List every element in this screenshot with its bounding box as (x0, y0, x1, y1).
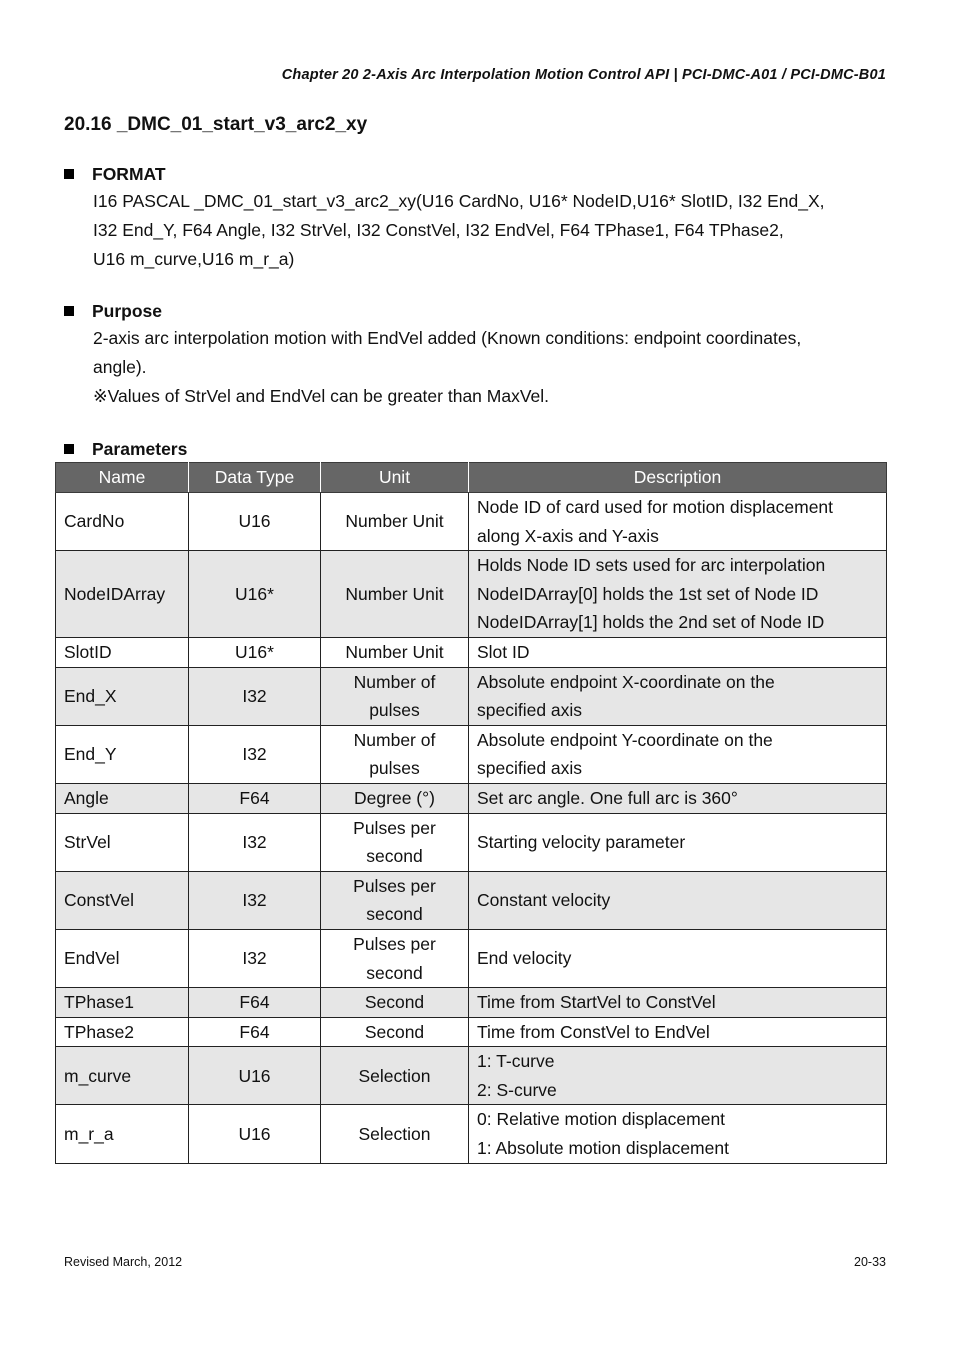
param-description-cell (469, 1105, 887, 1163)
param-unit-line: second (366, 904, 423, 925)
param-name-cell: StrVel (56, 813, 189, 871)
purpose-line: ※Values of StrVel and EndVel can be greater than MaxVel. (93, 386, 550, 406)
param-description-line: Set arc angle. One full arc is 360° (477, 787, 738, 808)
param-description-cell (469, 493, 887, 551)
param-unit-line: Number of (353, 729, 436, 750)
parameters-table (55, 462, 887, 1164)
param-description-line: 0: Relative motion displacement (477, 1109, 726, 1130)
param-type-cell: F64 (189, 783, 321, 813)
format-heading (64, 161, 904, 187)
param-unit-line: Degree (°) (354, 787, 435, 808)
format-block (64, 161, 904, 274)
parameters-block (64, 436, 904, 462)
param-description-cell (469, 551, 887, 638)
param-unit-cell (321, 988, 469, 1018)
purpose-heading (64, 298, 904, 324)
running-header: Chapter 20 2-Axis Arc Interpolation Motion Control API | PCI-DMC-A01 / PCI-DMC-B01 (281, 67, 886, 83)
table-row (56, 1105, 887, 1163)
square-bullet-icon (64, 444, 74, 454)
purpose-text (64, 324, 904, 411)
param-name-cell: NodeIDArray (56, 551, 189, 638)
param-description-cell (469, 667, 887, 725)
param-type-cell: U16* (189, 637, 321, 667)
param-type-cell: I32 (189, 813, 321, 871)
param-description-line: Absolute endpoint X-coordinate on the (477, 671, 775, 692)
param-unit-line: Pulses per (353, 817, 436, 838)
format-line: I16 PASCAL _DMC_01_start_v3_arc2_xy(U16 CardNo, U16* NodeID,U16* SlotID, I32 End_X, (93, 191, 825, 211)
section-title: 20.16 _DMC_01_start_v3_arc2_xy (64, 114, 368, 135)
param-name-cell: m_curve (56, 1047, 189, 1105)
param-description-cell (469, 988, 887, 1018)
format-line: I32 End_Y, F64 Angle, I32 StrVel, I32 ConstVel, I32 EndVel, F64 TPhase1, F64 TPhase2, (93, 220, 784, 240)
param-type-cell: U16 (189, 493, 321, 551)
column-header-data-type: Data Type (189, 463, 321, 493)
param-unit-line: Selection (358, 1065, 431, 1086)
param-unit-line: Number of (353, 671, 436, 692)
param-type-cell: U16 (189, 1047, 321, 1105)
param-unit-cell (321, 871, 469, 929)
table-header-row (56, 463, 887, 493)
table-row (56, 725, 887, 783)
param-unit-cell (321, 493, 469, 551)
param-unit-line: Pulses per (353, 875, 436, 896)
parameters-heading (64, 436, 904, 462)
param-unit-line: pulses (369, 758, 420, 779)
param-unit-cell (321, 551, 469, 638)
param-unit-cell (321, 725, 469, 783)
format-heading-label: FORMAT (92, 163, 166, 184)
format-signature (64, 187, 904, 274)
square-bullet-icon (64, 306, 74, 316)
param-unit-cell (321, 813, 469, 871)
table-row (56, 1017, 887, 1047)
parameters-heading-label: Parameters (92, 438, 188, 459)
table-row (56, 783, 887, 813)
param-description-cell (469, 725, 887, 783)
param-unit-line: Selection (358, 1123, 431, 1144)
param-description-cell (469, 1017, 887, 1047)
column-header-description: Description (469, 463, 887, 493)
param-description-line: Constant velocity (477, 890, 611, 911)
param-unit-line: Pulses per (353, 933, 436, 954)
param-unit-cell (321, 637, 469, 667)
param-description-cell (469, 871, 887, 929)
param-unit-line: Second (364, 1021, 425, 1042)
param-description-cell (469, 783, 887, 813)
param-unit-line: Number Unit (345, 583, 444, 604)
param-description-line: Node ID of card used for motion displacement (477, 497, 834, 517)
param-unit-line: second (366, 962, 423, 983)
param-unit-cell (321, 783, 469, 813)
table-row (56, 667, 887, 725)
param-description-line: along X-axis and Y-axis (477, 525, 659, 546)
param-description-line: NodeIDArray[1] holds the 2nd set of Node ID (477, 612, 825, 633)
table-row (56, 1047, 887, 1105)
param-name-cell: ConstVel (56, 871, 189, 929)
param-type-cell: U16 (189, 1105, 321, 1163)
purpose-line: angle). (93, 357, 147, 377)
param-unit-line: Second (364, 992, 425, 1013)
param-description-line: Slot ID (477, 641, 530, 662)
square-bullet-icon (64, 169, 74, 179)
param-name-cell: CardNo (56, 493, 189, 551)
purpose-line: 2-axis arc interpolation motion with EndVel added (Known conditions: endpoint coordinates, (93, 328, 802, 348)
param-unit-line: Number Unit (345, 641, 444, 662)
param-description-line: Absolute endpoint Y-coordinate on the (477, 729, 773, 750)
param-description-line: Starting velocity parameter (477, 831, 686, 852)
param-description-line: specified axis (477, 758, 583, 779)
table-row (56, 493, 887, 551)
table-row (56, 637, 887, 667)
param-name-cell: End_Y (56, 725, 189, 783)
param-description-cell (469, 637, 887, 667)
table-row (56, 871, 887, 929)
param-description-line: 1: Absolute motion displacement (477, 1138, 729, 1159)
param-unit-line: Number Unit (345, 511, 444, 532)
footer-revision: Revised March, 2012 (64, 1255, 183, 1269)
param-type-cell: U16* (189, 551, 321, 638)
param-unit-line: second (366, 846, 423, 867)
purpose-heading-label: Purpose (92, 300, 163, 321)
param-type-cell: F64 (189, 988, 321, 1018)
footer-page-number: 20-33 (854, 1255, 886, 1269)
param-description-cell (469, 1047, 887, 1105)
param-name-cell: Angle (56, 783, 189, 813)
param-name-cell: SlotID (56, 637, 189, 667)
param-description-line: Time from ConstVel to EndVel (477, 1021, 710, 1042)
table-row (56, 988, 887, 1018)
format-line: U16 m_curve,U16 m_r_a) (93, 249, 295, 269)
param-name-cell: TPhase2 (56, 1017, 189, 1047)
param-description-line: Time from StartVel to ConstVel (477, 992, 716, 1013)
param-unit-cell (321, 1105, 469, 1163)
purpose-block (64, 298, 904, 411)
param-unit-cell (321, 929, 469, 987)
param-unit-line: pulses (369, 700, 420, 721)
param-unit-cell (321, 1047, 469, 1105)
param-type-cell: I32 (189, 929, 321, 987)
param-description-line: NodeIDArray[0] holds the 1st set of Node ID (477, 583, 819, 604)
table-row (56, 813, 887, 871)
table-row (56, 929, 887, 987)
param-name-cell: EndVel (56, 929, 189, 987)
param-name-cell: TPhase1 (56, 988, 189, 1018)
param-description-line: 1: T-curve (477, 1051, 555, 1072)
param-description-line: Holds Node ID sets used for arc interpolation (477, 555, 826, 576)
param-unit-cell (321, 667, 469, 725)
column-header-name: Name (56, 463, 189, 493)
param-description-line: End velocity (477, 948, 572, 969)
param-type-cell: I32 (189, 871, 321, 929)
param-name-cell: m_r_a (56, 1105, 189, 1163)
column-header-unit: Unit (321, 463, 469, 493)
param-name-cell: End_X (56, 667, 189, 725)
param-description-cell (469, 813, 887, 871)
param-type-cell: I32 (189, 725, 321, 783)
param-unit-cell (321, 1017, 469, 1047)
param-type-cell: F64 (189, 1017, 321, 1047)
param-description-cell (469, 929, 887, 987)
table-row (56, 551, 887, 638)
param-description-line: 2: S-curve (477, 1079, 557, 1100)
param-type-cell: I32 (189, 667, 321, 725)
param-description-line: specified axis (477, 700, 583, 721)
